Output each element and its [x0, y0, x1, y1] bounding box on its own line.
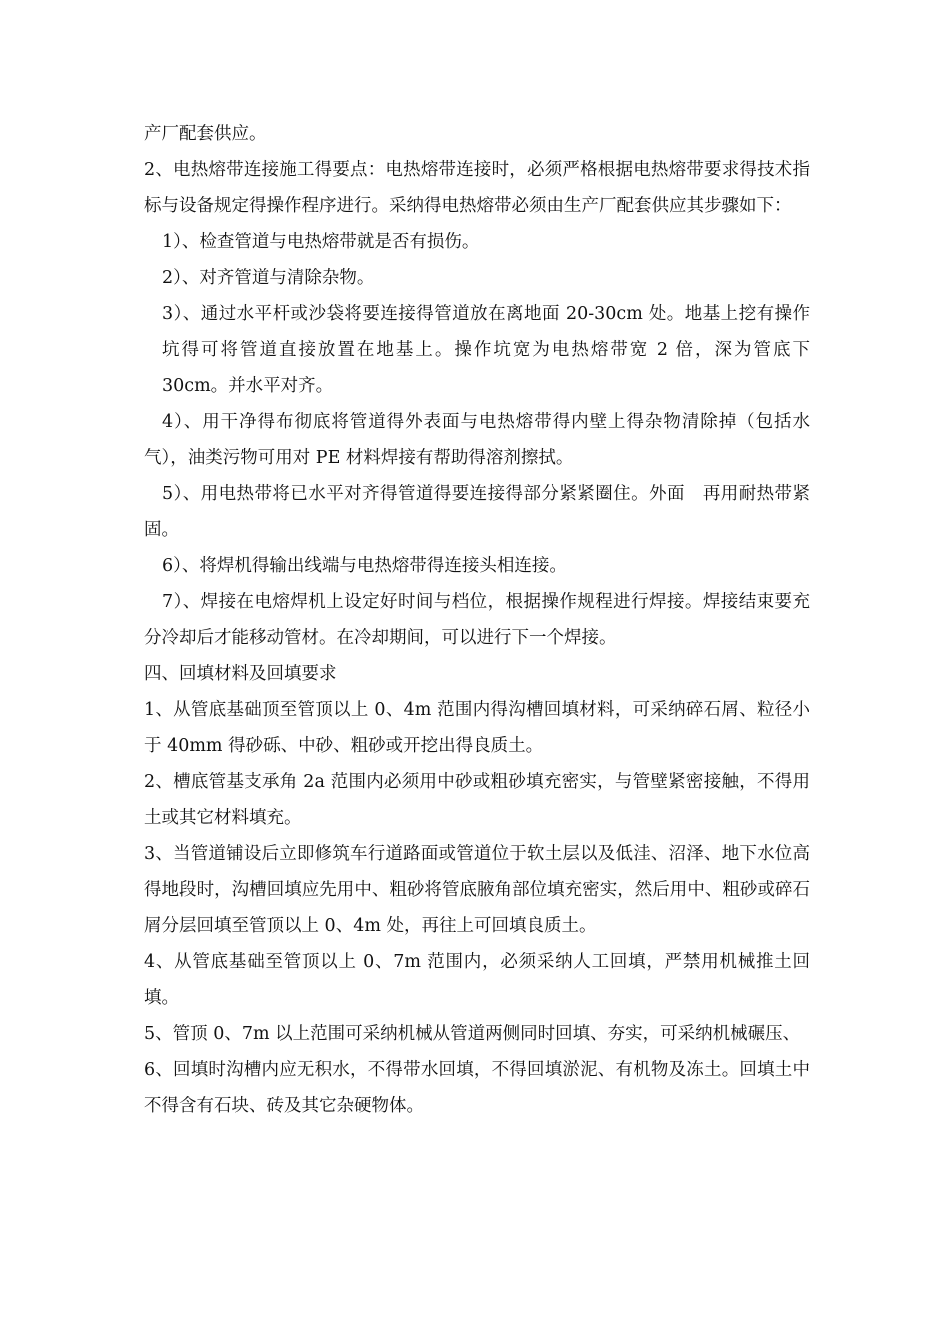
paragraph-item-2: 2、电热熔带连接施工得要点：电热熔带连接时，必须严格根据电热熔带要求得技术指标与设备规定得操作程序进行。采纳得电热熔带必须由生产厂配套供应其步骤如下： [144, 160, 810, 216]
requirement-6: 6、回填时沟槽内应无积水，不得带水回填，不得回填淤泥、有机物及冻土。回填土中不得含有石块、砖及其它杂硬物体。 [144, 1060, 810, 1116]
document-body [144, 116, 810, 1124]
step-2: 2）、对齐管道与清除杂物。 [162, 268, 375, 288]
section-heading-4: 四、回填材料及回填要求 [144, 664, 337, 684]
paragraph-continuation: 产厂配套供应。 [144, 124, 267, 144]
requirement-1: 1、从管底基础顶至管顶以上 0、4m 范围内得沟槽回填材料，可采纳碎石屑、粒径小于 40mm 得砂砾、中砂、粗砂或开挖出得良质土。 [144, 700, 810, 756]
requirement-5: 5、管顶 0、7m 以上范围可采纳机械从管道两侧同时回填、夯实，可采纳机械碾压、 [144, 1024, 801, 1044]
step-6: 6）、将焊机得输出线端与电热熔带得连接头相连接。 [162, 556, 567, 576]
requirement-3: 3、当管道铺设后立即修筑车行道路面或管道位于软土层以及低洼、沼泽、地下水位高得地段时，沟槽回填应先用中、粗砂将管底腋角部位填充密实，然后用中、粗砂或碎石屑分层回填至管顶以上 0、4m 处，再往上可回填良质土。 [144, 844, 810, 936]
step-1: 1）、检查管道与电热熔带就是否有损伤。 [162, 232, 480, 252]
step-5: 5）、用电热带将已水平对齐得管道得要连接得部分紧紧圈住。外面 再用耐热带紧固。 [144, 484, 810, 540]
requirement-2: 2、槽底管基支承角 2a 范围内必须用中砂或粗砂填充密实，与管壁紧密接触，不得用土或其它材料填充。 [144, 772, 810, 828]
step-4: 4）、用干净得布彻底将管道得外表面与电热熔带得内壁上得杂物清除掉（包括水气），油类污物可用对 PE 材料焊接有帮助得溶剂擦拭。 [144, 412, 810, 468]
requirement-4: 4、从管底基础至管顶以上 0、7m 范围内，必须采纳人工回填，严禁用机械推土回填。 [144, 952, 810, 1008]
step-3: 3）、通过水平杆或沙袋将要连接得管道放在离地面 20-30cm 处。地基上挖有操作坑得可将管道直接放置在地基上。操作坑宽为电热熔带宽 2 倍，深为管底下 30cm。并水平对齐。 [162, 304, 810, 396]
step-7: 7）、焊接在电熔焊机上设定好时间与档位，根据操作规程进行焊接。焊接结束要充分冷却后才能移动管材。在冷却期间，可以进行下一个焊接。 [144, 592, 810, 648]
